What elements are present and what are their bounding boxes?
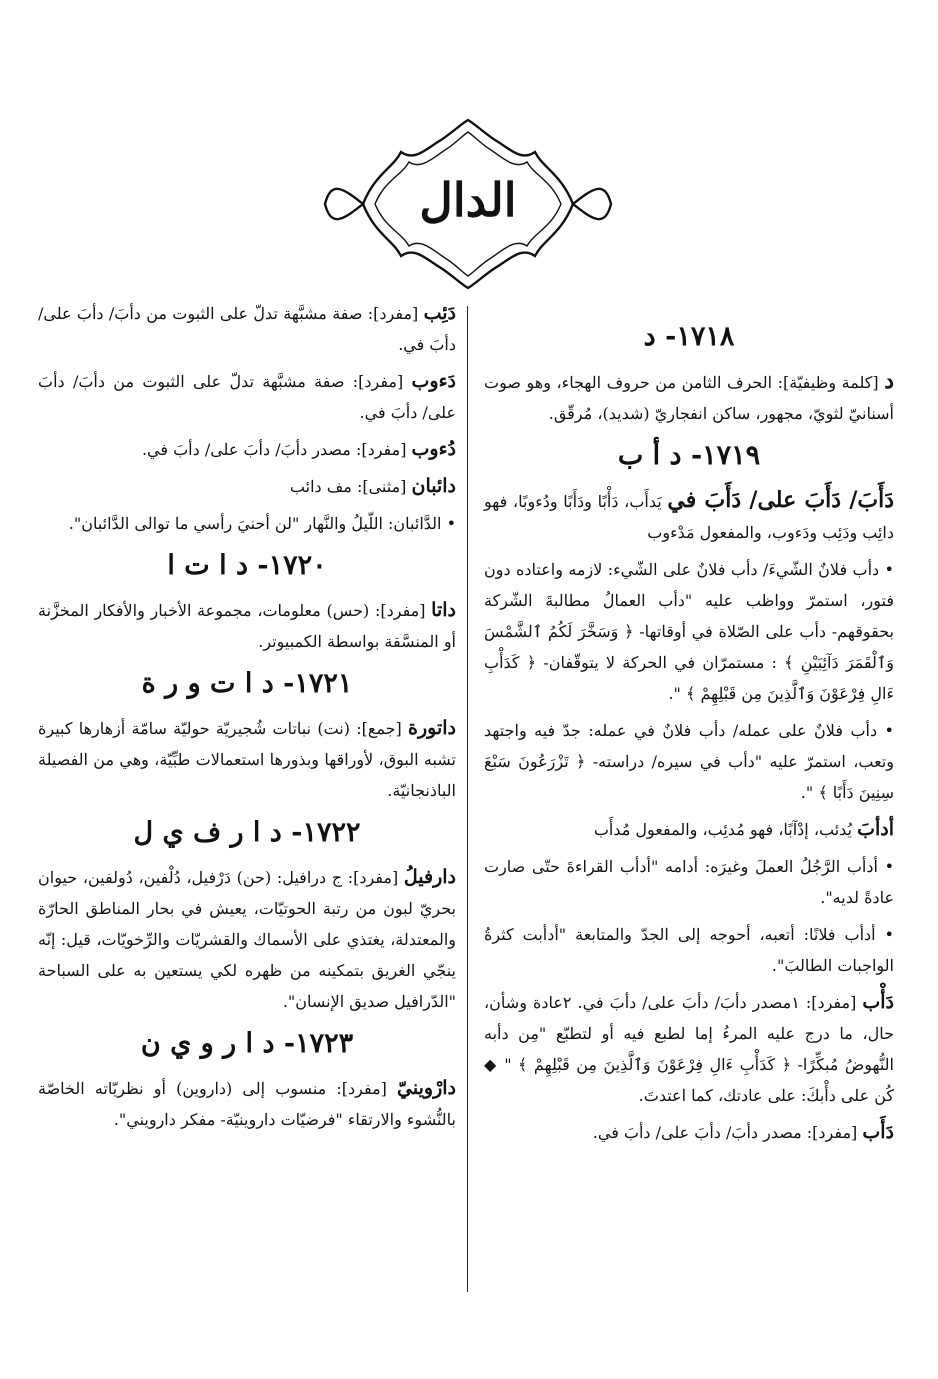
entry-darfil xyxy=(38,862,456,1017)
entry-data xyxy=(38,595,456,657)
root-heading-1718: ١٧١٨- د xyxy=(643,321,735,352)
entry-adaba xyxy=(484,814,894,845)
entry-duoob xyxy=(38,434,456,465)
root-heading-1719: ١٧١٩- د أ ب xyxy=(617,440,761,471)
sense-adaba-1: • أدأب الرَّجُلُ العملَ وغيرَه: أدامه "أدأب القراءةَ حتّى صارت عادةً لديه". xyxy=(484,857,895,907)
headword: دُءوب xyxy=(411,438,456,460)
headword: دَأْب xyxy=(862,991,895,1013)
root-heading-1722: ١٧٢٢- د ا ر ف ي ل xyxy=(133,817,361,848)
sense-adaba-2: • أدأب فلانًا: أتعبه، أحوجه إلى الجدّ والمتابعة "أدأبت كثرةُ الواجبات الطالبَ". xyxy=(484,925,894,975)
column-divider xyxy=(467,306,468,1292)
definition: [مفرد]: صفة مشبَّهة تدلّ على الثبوت من دأبَ/ دأبَ على/ دأبَ في. xyxy=(38,372,456,422)
definition: يَدأَب، دَأْبًا ودَأَبًا ودُءوبًا، فهو دائِب ودَئِب ودَءوب، والمفعول مَدْءوب xyxy=(484,492,894,542)
definition: [مفرد]: مصدر دأبَ/ دأبَ على/ دأبَ في. xyxy=(592,1123,863,1142)
headword: داتا xyxy=(431,599,456,621)
chapter-title-cartouche xyxy=(323,118,613,290)
definition: [جمع]: (نت) نباتات شُجيريّة حوليّة سامّة أزهارها كبيرة تشبه البوق، لأوراقها وبذورها استعمالات طبِّيّة، وهي من الفصيلة الباذنجانيّة. xyxy=(38,719,456,800)
root-heading-1720: ١٧٢٠- د ا ت ا xyxy=(167,550,327,581)
headword: دائبان xyxy=(411,475,456,497)
definition: [مفرد]: مصدر دأبَ/ دأبَ على/ دأبَ في. xyxy=(141,440,412,459)
entry-daiban xyxy=(38,471,456,502)
headword: دَأَبَ/ دَأَبَ على/ دَأَبَ في xyxy=(667,487,895,513)
definition: [كلمة وظيفيّة]: الحرف الثامن من حروف الهجاء، وهو صوت أسنانيّ لثويّ، مجهور، ساكن انفجاريّ (شديد)، مُرقّق. xyxy=(484,373,894,423)
entry-dab-2 xyxy=(484,1117,894,1148)
root-heading-1721: ١٧٢١- د ا ت و ر ة xyxy=(141,668,353,699)
left-column xyxy=(38,298,456,1141)
chapter-title: الدال xyxy=(419,173,517,227)
entry-daoob xyxy=(38,366,456,428)
entry-datura xyxy=(38,713,456,806)
definition: [مفرد]: صفة مشبَّهة تدلّ على الثبوت من دأبَ/ دأبَ على/ دأبَ في. xyxy=(38,304,456,354)
sense-daaba-1: • دأب فلانٌ الشّيءَ/ دأب فلانٌ على الشّيء: لازمه واعتاده دون فتور، استمرّ وواظب عليه "دأب العمالُ مطالبةَ الشّركة بحقوقهم- دأب على الصّلاة في أوقاتها- ﴿ وَسَخَّرَ لَكُمُ ٱلشَّمْسَ وَٱلْقَمَرَ دَآئِبَيْنِ ﴾ : مستمرّان في الحركة لا يتوقّفان- ﴿ كَدَأْبِ ءَالِ فِرْعَوْنَ وَٱلَّذِينَ مِن قَبْلِهِمْ ﴾ ". xyxy=(484,560,894,703)
root-heading-1723: ١٧٢٣- د ا ر و ي ن xyxy=(140,1028,354,1059)
entry-daib xyxy=(38,298,456,360)
headword: دَءوب xyxy=(411,370,456,392)
definition: [مفرد]: ١مصدر دأبَ/ دأبَ على/ دأبَ في. ٢عادة وشأن، حال، ما درج عليه المرءُ إما لطبع فيه أو لتطبّع "مِن دأبه النُّهوضُ مُبكِّرًا- ﴿ كَدَأْبِ ءَالِ فِرْعَوْنَ وَٱلَّذِينَ مِن قَبْلِهِمْ ﴾ " ◆ كُن على دأْبكَ: على عادتك، كما اعتدتَ. xyxy=(484,993,894,1105)
definition: يُدئب، إدْآبًا، فهو مُدئِب، والمفعول مُدأَب xyxy=(593,820,858,839)
right-column xyxy=(484,310,894,1154)
sense-daiban-1: • الدَّائبان: اللّيلُ والنَّهار "لن أحنيَ رأسي ما توالى الدَّائبان". xyxy=(68,514,456,533)
entry-daaba xyxy=(484,485,894,548)
headword: أدأبَ xyxy=(857,818,894,840)
entry-dab-1 xyxy=(484,987,894,1111)
definition: [مثنى]: مف دائب xyxy=(289,477,412,496)
definition: [مفرد]: (حس) معلومات، مجموعة الأخبار والأفكار المخزَّنة أو المنسَّقة بواسطة الكمبيوتر. xyxy=(38,601,456,651)
headword: داتورة xyxy=(408,717,456,739)
headword: دَئِب xyxy=(423,302,456,324)
sense-daaba-2: • دأب فلانٌ على عمله/ دأب فلانٌ في عمله: جدّ فيه واجتهد وتعب، استمرّ عليه "دأب في سيره/ دراسته- ﴿ تَزْرَعُونَ سَبْعَ سِنِينَ دَأَبًا ﴾ ". xyxy=(484,721,894,802)
entry-darwini xyxy=(38,1073,456,1135)
headword: د xyxy=(884,368,894,394)
headword: دارْوينيّ xyxy=(397,1077,456,1099)
headword: دارفيلُ xyxy=(403,866,456,888)
entry-dal xyxy=(484,366,894,429)
headword: دَأَب xyxy=(862,1121,894,1143)
definition: [مفرد]: ج درافيل: (حن) دَرْفيل، دُلْفين، دُولفين، حيوان بحريّ لبون من رتبة الحوتيّات، يعيش في بحار المناطق الحارّة والمعتدلة، يغتذي على الأسماك والقشريّات والرِّخويّات، قيل: إنّه ينجّي الغريق بتمكينه من ظهره لكي يستعين به على السباحة "الدّرافيل صديق الإنسان". xyxy=(38,868,456,1011)
definition: [مفرد]: منسوب إلى (داروين) أو نظريّاته الخاصّة بالنُّشوء والارتقاء "فرضيّات داروينيّة- مفكر دارويني". xyxy=(38,1079,456,1129)
